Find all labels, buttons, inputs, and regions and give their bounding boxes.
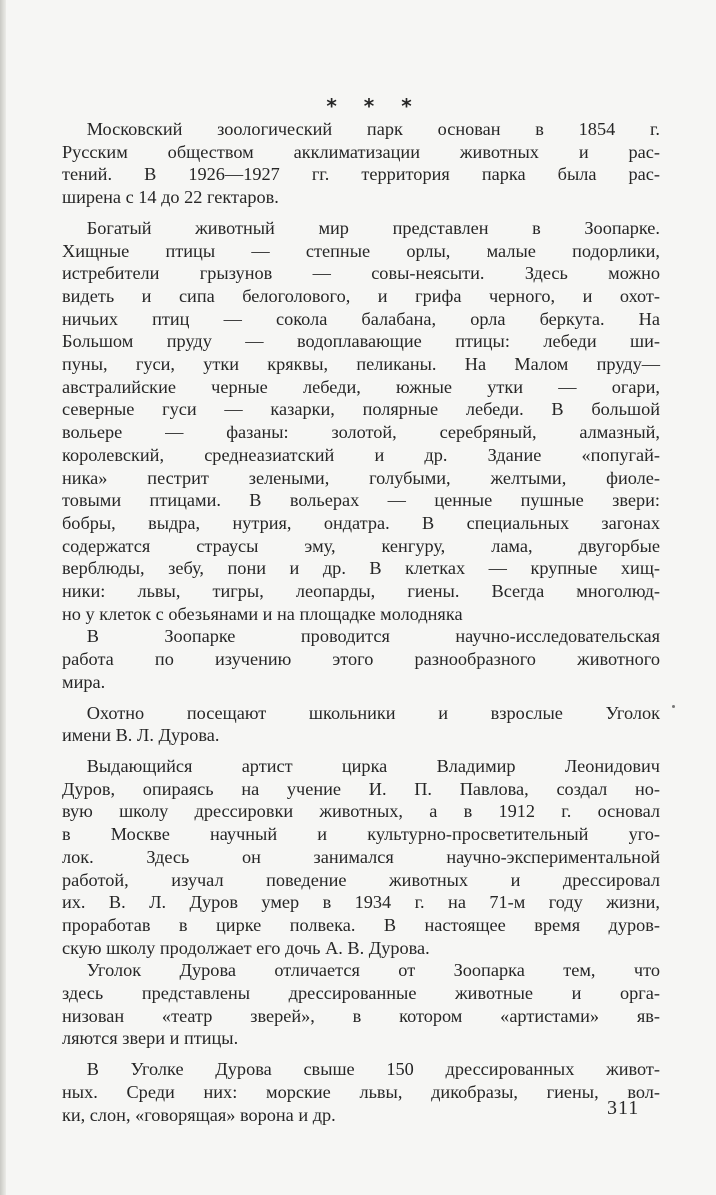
text-line: бобры, выдра, нутрия, ондатра. В специальных загонах	[62, 512, 660, 533]
text-line: ники: львы, тигры, леопарды, гиены. Всегда многолюд-	[62, 581, 660, 602]
text-line: королевский, среднеазиатский и др. Здание «попугай-	[62, 444, 660, 465]
text-line: Русским обществом акклиматизации животных и рас-	[62, 141, 660, 162]
text-line: работа по изучению этого разнообразного животного	[62, 649, 660, 670]
text-line: мира.	[62, 671, 106, 692]
text-line: вольере — фазаны: золотой, серебряный, алмазный,	[62, 422, 660, 443]
page-gutter-edge	[0, 0, 6, 1195]
text-line: северные гуси — казарки, полярные лебеди. В большой	[62, 399, 660, 420]
paragraph	[62, 702, 660, 747]
paragraph	[62, 625, 660, 693]
text-line: их. В. Л. Дуров умер в 1934 г. на 71-м году жизни,	[62, 892, 660, 913]
text-line: Богатый животный мир представлен в Зоопарке.	[86, 217, 660, 238]
page-number: 311	[607, 1097, 640, 1119]
text-line: Большом пруду — водоплавающие птицы: лебеди ши-	[62, 331, 660, 352]
text-line: пуны, гуси, утки кряквы, пеликаны. На Малом пруду—	[62, 354, 660, 375]
text-line: ничьих птиц — сокола балабана, орла беркута. На	[62, 308, 660, 329]
text-line: работой, изучал поведение животных и дрессировал	[62, 869, 660, 890]
text-line: видеть и сипа белоголового, и грифа черного, и охот-	[62, 285, 660, 306]
text-line: проработав в цирке полвека. В настоящее время дуров-	[62, 914, 660, 935]
page-text-block	[62, 92, 660, 1126]
text-line: но у клеток с обезьянами и на площадке молодняка	[62, 603, 463, 624]
text-line: ки, слон, «говорящая» ворона и др.	[62, 1104, 336, 1125]
text-line: верблюды, зебу, пони и др. В клетках — крупные хищ-	[62, 558, 660, 579]
text-line: Дуров, опираясь на учение И. П. Павлова, создал но-	[62, 778, 660, 799]
paragraph	[62, 959, 660, 1050]
text-line: ляются звери и птицы.	[62, 1028, 239, 1049]
text-line: ширена с 14 до 22 гектаров.	[62, 187, 279, 208]
paragraph	[62, 217, 660, 626]
text-line: В Зоопарке проводится научно-исследовательская	[86, 626, 660, 647]
text-line: лок. Здесь он занимался научно-экспериментальной	[62, 846, 660, 867]
text-line: австралийские черные лебеди, южные утки — огари,	[62, 376, 660, 397]
text-line: скую школу продолжает его дочь А. В. Дурова.	[62, 937, 430, 958]
text-line: содержатся страусы эму, кенгуру, лама, двугорбые	[62, 535, 660, 556]
text-line: В Уголке Дурова свыше 150 дрессированных живот-	[86, 1059, 660, 1080]
text-line: низован «театр зверей», в котором «артистами» яв-	[62, 1005, 660, 1026]
text-line: Выдающийся артист цирка Владимир Леонидович	[86, 755, 660, 776]
paragraph	[62, 1058, 660, 1126]
text-line: вую школу дрессировки животных, а в 1912 г. основал	[62, 801, 660, 822]
text-line: ника» пестрит зелеными, голубыми, желтыми, фиоле-	[62, 467, 660, 488]
text-line: Уголок Дурова отличается от Зоопарка тем, что	[86, 960, 660, 981]
text-line: здесь представлены дрессированные животные и орга-	[62, 983, 660, 1004]
text-line: имени В. Л. Дурова.	[62, 725, 220, 746]
text-line: в Москве научный и культурно-просветительный уго-	[62, 824, 660, 845]
paragraph	[62, 118, 660, 209]
section-separator: * * *	[326, 94, 422, 118]
text-line: товыми птицами. В вольерах — ценные пушные звери:	[62, 490, 660, 511]
text-line: Московский зоологический парк основан в 1854 г.	[86, 119, 660, 139]
print-speck	[672, 705, 675, 708]
text-line: тений. В 1926—1927 гг. территория парка была рас-	[62, 164, 660, 185]
text-line: истребители грызунов — совы-неясыти. Здесь можно	[62, 263, 660, 284]
text-line: Охотно посещают школьники и взрослые Уголок	[86, 702, 660, 723]
paragraph	[62, 755, 660, 959]
text-line: ных. Среди них: морские львы, дикобразы, гиены, вол-	[62, 1081, 660, 1102]
text-line: Хищные птицы — степные орлы, малые подорлики,	[62, 240, 660, 261]
